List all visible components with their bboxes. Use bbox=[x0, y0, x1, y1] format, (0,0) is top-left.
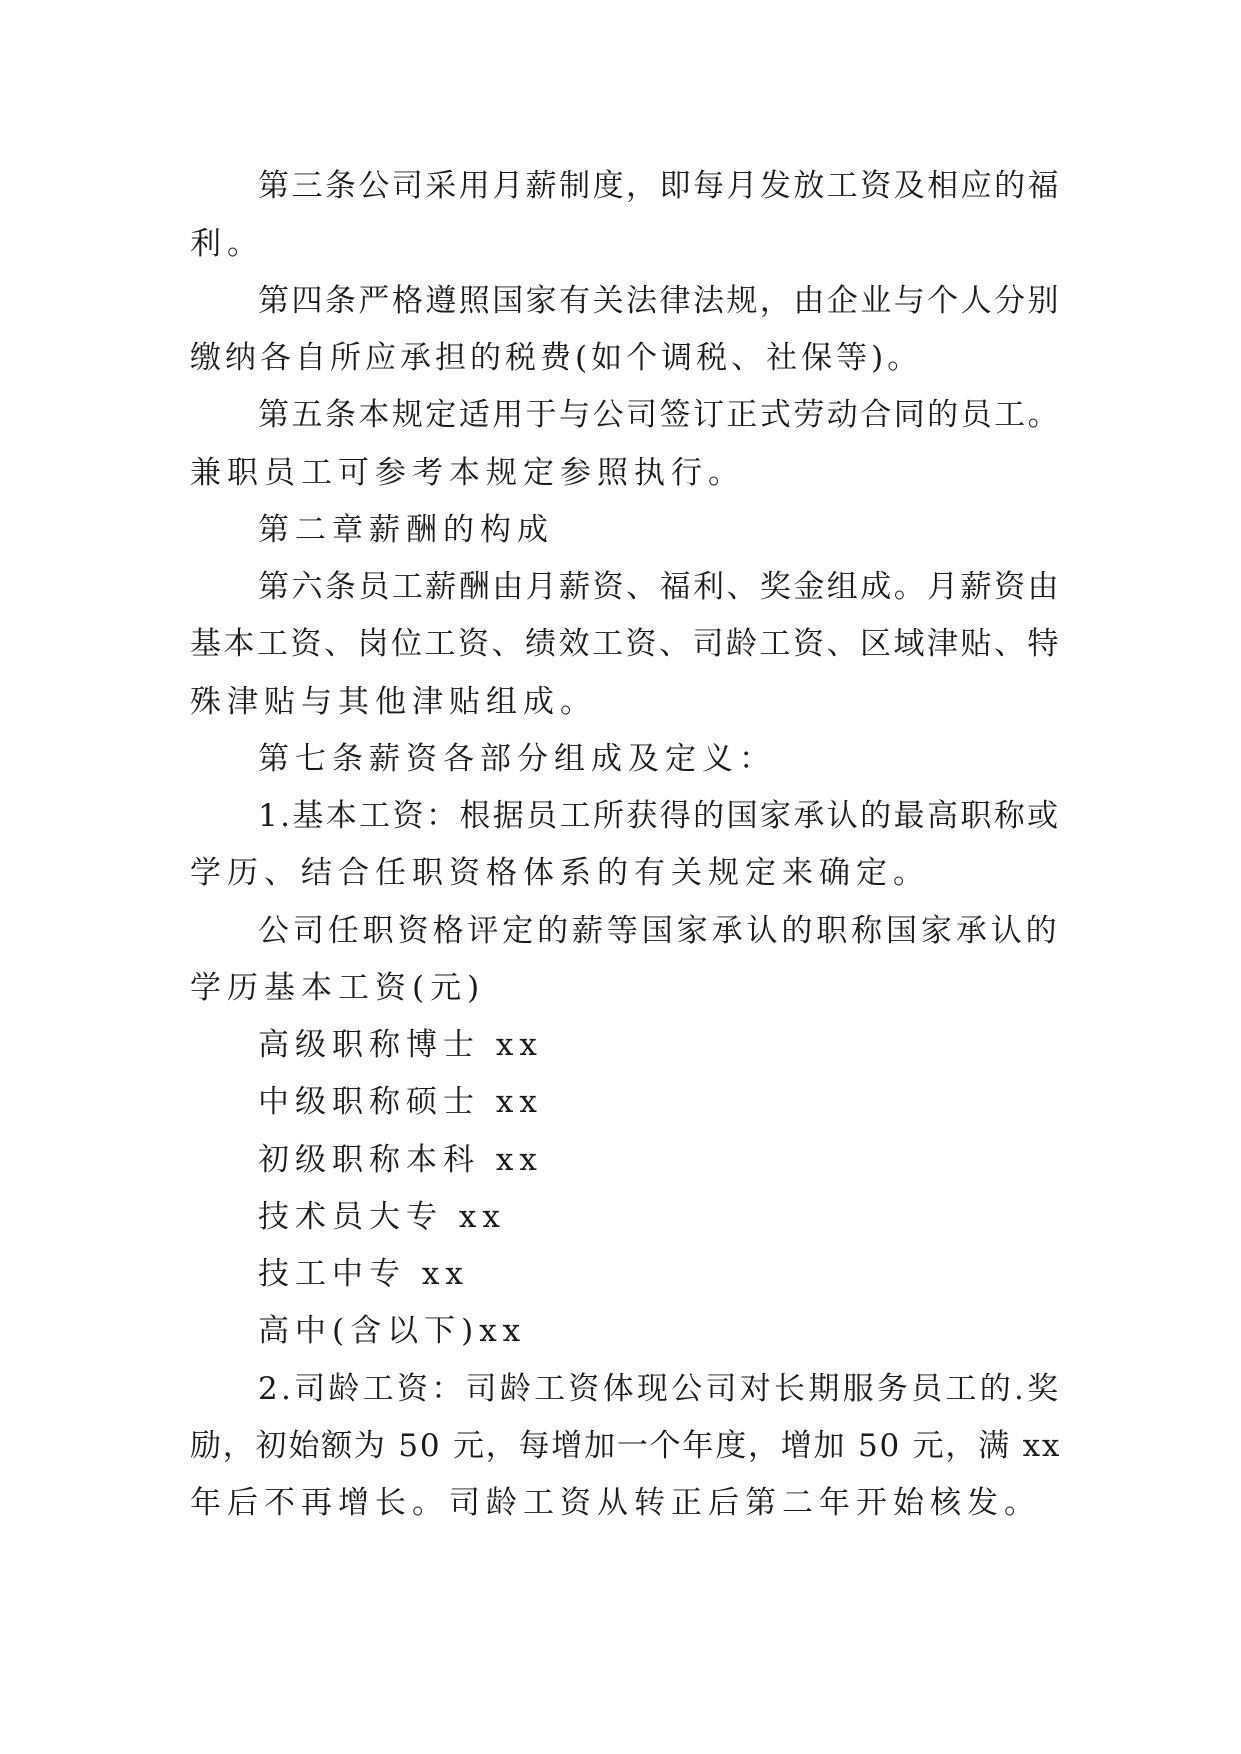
paragraph-line: 利。 bbox=[190, 226, 264, 262]
salary-row: 技术员大专 xx bbox=[258, 1199, 506, 1235]
salary-row: 高级职称博士 xx bbox=[258, 1027, 543, 1063]
salary-row: 技工中专 xx bbox=[258, 1256, 469, 1292]
paragraph-line: 第三条公司采用月薪制度，即每月发放工资及相应的福 bbox=[258, 168, 1061, 204]
paragraph-line: 第七条薪资各部分组成及定义： bbox=[258, 741, 776, 777]
salary-row: 高中(含以下)xx bbox=[258, 1313, 527, 1349]
paragraph-line: 缴纳各自所应承担的税费(如个调税、社保等)。 bbox=[190, 340, 923, 376]
paragraph-line: 第五条本规定适用于与公司签订正式劳动合同的员工。 bbox=[258, 397, 1061, 433]
paragraph-line: 1.基本工资：根据员工所获得的国家承认的最高职称或 bbox=[258, 798, 1061, 834]
paragraph-line: 年后不再增长。司龄工资从转正后第二年开始核发。 bbox=[190, 1485, 1041, 1521]
paragraph-line: 2.司龄工资：司龄工资体现公司对长期服务员工的.奖 bbox=[258, 1371, 1062, 1407]
paragraph-line: 学历基本工资(元) bbox=[190, 970, 486, 1006]
paragraph-line: 基本工资、岗位工资、绩效工资、司龄工资、区域津贴、特 bbox=[190, 626, 1061, 662]
paragraph-line: 兼职员工可参考本规定参照执行。 bbox=[190, 455, 745, 491]
salary-row: 初级职称本科 xx bbox=[258, 1142, 543, 1178]
paragraph-line: 学历、结合任职资格体系的有关规定来确定。 bbox=[190, 855, 930, 891]
paragraph-line: 殊津贴与其他津贴组成。 bbox=[190, 684, 597, 720]
paragraph-line: 励，初始额为 50 元，每增加一个年度，增加 50 元，满 xx bbox=[190, 1428, 1062, 1464]
salary-row: 中级职称硕士 xx bbox=[258, 1084, 543, 1120]
chapter-heading: 第二章薪酬的构成 bbox=[258, 512, 554, 548]
paragraph-line: 第六条员工薪酬由月薪资、福利、奖金组成。月薪资由 bbox=[258, 569, 1061, 605]
paragraph-line: 公司任职资格评定的薪等国家承认的职称国家承认的 bbox=[258, 913, 1061, 949]
paragraph-line: 第四条严格遵照国家有关法律法规，由企业与个人分别 bbox=[258, 283, 1061, 319]
